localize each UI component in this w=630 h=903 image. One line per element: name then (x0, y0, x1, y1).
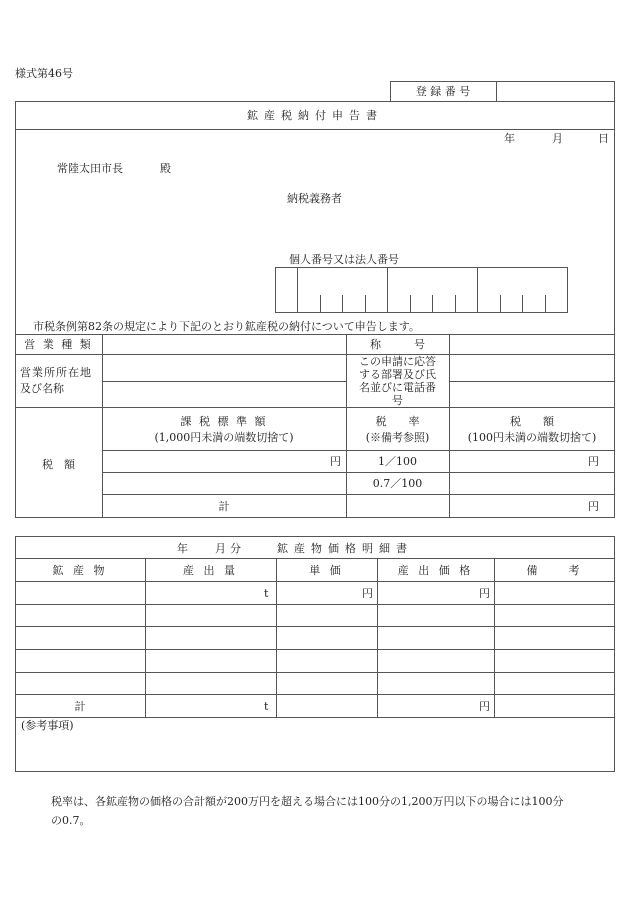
detail-cell[interactable] (378, 582, 494, 604)
addressee-honorific: 殿 (160, 162, 171, 175)
tax-section-label: 税 額 (42, 458, 75, 471)
detail-cell[interactable] (16, 605, 145, 626)
detail-total-price-field[interactable] (378, 695, 493, 717)
date-day-label: 日 (598, 132, 609, 145)
contact-phone-field[interactable] (450, 382, 615, 407)
yen-unit: 円 (588, 500, 599, 513)
divider (15, 129, 615, 130)
detail-cell[interactable] (277, 627, 377, 649)
id-digit-divider (477, 267, 478, 313)
yen-unit: 円 (362, 587, 373, 600)
detail-header-2: 単 価 (309, 564, 344, 577)
detail-cell[interactable] (378, 605, 494, 626)
id-digit-divider (297, 267, 298, 313)
detail-cell[interactable] (146, 582, 276, 604)
taxpayer-label: 納税義務者 (287, 192, 342, 205)
detail-header-1: 産 出 量 (183, 564, 238, 577)
unit-t: t (264, 587, 269, 600)
declaration-text: 市税条例第82条の規定により下記のとおり鉱産税の納付について申告します。 (33, 320, 420, 333)
tax-amount-header: 税 額 (510, 415, 554, 428)
detail-header-0: 鉱 産 物 (52, 564, 108, 577)
divider (15, 558, 615, 559)
contact-department-field[interactable] (450, 355, 615, 381)
detail-cell[interactable] (16, 673, 145, 694)
tax-rate-header: 税 率 (375, 415, 420, 428)
detail-cell[interactable] (378, 673, 494, 694)
detail-total-quantity-field[interactable] (146, 695, 275, 717)
form-number: 様式第46号 (15, 67, 73, 80)
divider (15, 407, 615, 408)
detail-cell[interactable] (146, 673, 276, 694)
tax-base-field-2[interactable] (103, 473, 346, 494)
footnote-line-2: の0.7。 (51, 814, 91, 827)
contact-label-3: 名並びに電話番 (359, 381, 436, 394)
detail-header-4: 備 考 (526, 564, 583, 577)
detail-cell[interactable] (378, 650, 494, 672)
id-digit-divider (410, 295, 411, 313)
contact-label-2: する部署及び氏 (359, 368, 436, 381)
detail-title-year: 年 (177, 542, 188, 555)
yen-unit: 円 (479, 700, 490, 713)
date-year-label: 年 (504, 132, 515, 145)
location-label-2: 及び名称 (20, 382, 64, 395)
date-month-label: 月 (552, 132, 563, 145)
detail-cell[interactable] (495, 650, 615, 672)
tax-rate-1: 1／100 (378, 455, 417, 468)
detail-cell[interactable] (495, 582, 615, 604)
detail-header-3: 産 出 価 格 (397, 564, 474, 577)
detail-cell[interactable] (16, 582, 145, 604)
notes-label: (参考事項) (21, 719, 74, 732)
id-digit-divider (522, 295, 523, 313)
business-type-field[interactable] (103, 335, 346, 354)
detail-cell[interactable] (277, 650, 377, 672)
contact-label-4: 号 (392, 394, 403, 407)
detail-cell[interactable] (16, 650, 145, 672)
detail-cell[interactable] (146, 627, 276, 649)
id-number-label: 個人番号又は法人番号 (289, 253, 399, 266)
detail-title: 鉱産物価格明細書 (277, 542, 413, 555)
detail-cell[interactable] (16, 627, 145, 649)
detail-cell[interactable] (378, 627, 494, 649)
detail-cell[interactable] (146, 605, 276, 626)
yen-unit: 円 (330, 455, 341, 468)
id-digit-divider (545, 295, 546, 313)
detail-cell[interactable] (277, 673, 377, 694)
detail-cell[interactable] (495, 605, 615, 626)
contact-label-1: この申請に応答 (359, 355, 436, 368)
id-digit-divider (432, 295, 433, 313)
location-label-1: 営業所所在地 (20, 366, 92, 379)
trade-name-field[interactable] (450, 335, 615, 354)
tax-base-header-note: (1,000円未満の端数切捨て) (154, 431, 294, 444)
tax-amount-header-note: (100円未満の端数切捨て) (467, 431, 597, 444)
id-digit-divider (365, 295, 366, 313)
detail-title-month: 月分 (215, 542, 245, 555)
form-title: 鉱産税納付申告書 (247, 109, 383, 122)
detail-cell[interactable] (146, 650, 276, 672)
id-digit-divider (500, 295, 501, 313)
detail-cell[interactable] (495, 673, 615, 694)
notes-field[interactable] (16, 717, 614, 771)
registration-number-field[interactable] (497, 82, 614, 101)
tax-total-label: 計 (218, 500, 230, 513)
tax-base-field-1[interactable] (103, 451, 346, 472)
business-name-field[interactable] (103, 382, 346, 407)
id-digit-divider (387, 267, 388, 313)
tax-rate-2: 0.7／100 (372, 477, 423, 490)
footnote-line-1: 税率は、各鉱産物の価格の合計額が200万円を超える場合には100分の1,200万円以下の場合には100分 (51, 795, 564, 808)
detail-cell[interactable] (277, 605, 377, 626)
id-digit-divider (320, 295, 321, 313)
detail-total-label: 計 (74, 700, 86, 713)
divider (15, 694, 615, 695)
unit-t: t (264, 700, 269, 713)
detail-cell[interactable] (495, 627, 615, 649)
taxpayer-field[interactable] (345, 185, 605, 245)
id-digit-divider (342, 295, 343, 313)
yen-unit: 円 (588, 455, 599, 468)
location-field[interactable] (103, 355, 346, 381)
tax-amount-field-2[interactable] (450, 473, 615, 494)
id-digit-divider (455, 295, 456, 313)
trade-name-label: 称 号 (370, 338, 425, 351)
addressee-name: 常陸太田市長 (57, 162, 123, 175)
tax-rate-header-note: (※備考参照) (365, 431, 430, 444)
id-number-grid[interactable] (275, 267, 568, 313)
registration-label: 登 録 番 号 (415, 85, 471, 98)
business-type-label: 営 業 種 類 (24, 338, 93, 351)
yen-unit: 円 (479, 587, 490, 600)
tax-base-header: 課 税 標 準 額 (180, 415, 268, 428)
